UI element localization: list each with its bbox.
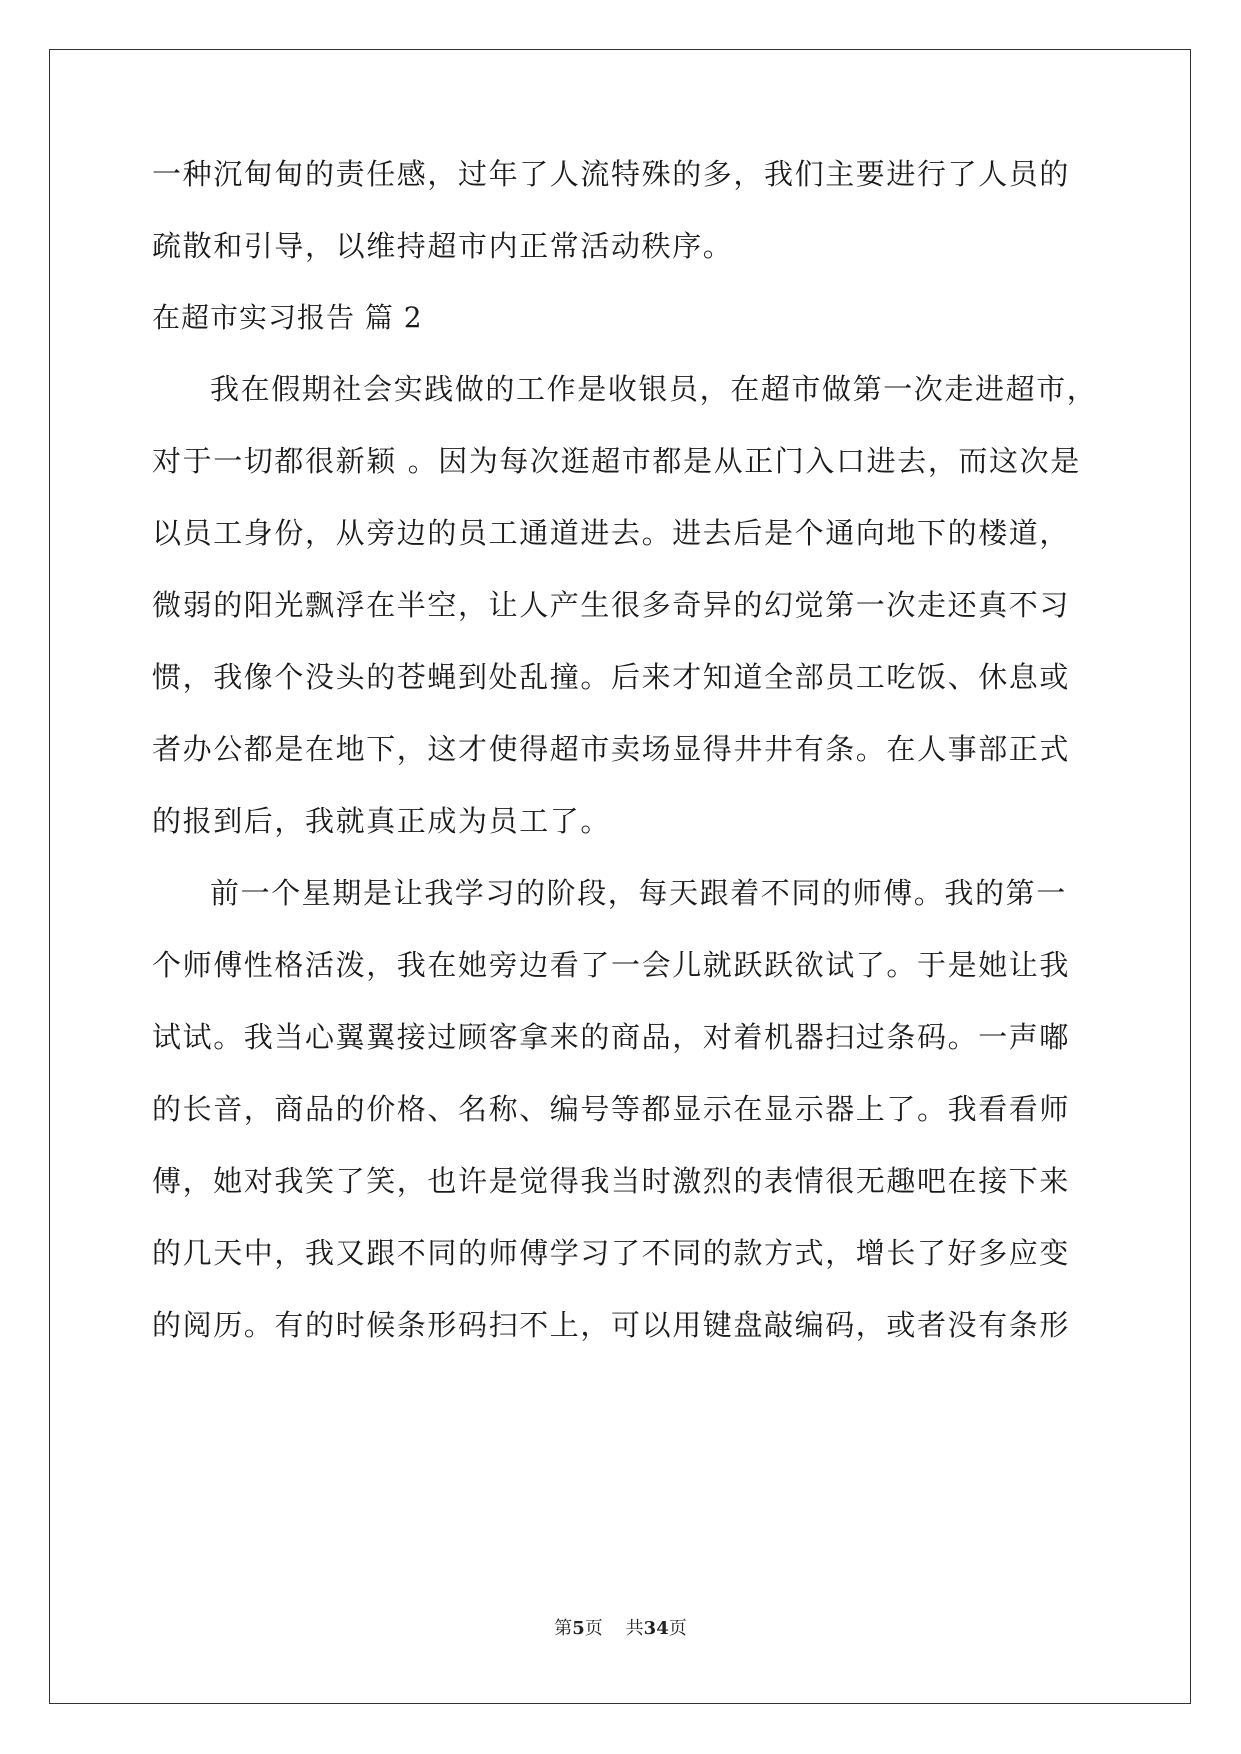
total-pages: 34 — [643, 1618, 669, 1639]
text-line: 惯，我像个没头的苍蝇到处乱撞。后来才知道全部员工吃饭、休息或 — [152, 660, 1071, 694]
text-line: 试试。我当心翼翼接过顾客拿来的商品，对着机器扫过条码。一声嘟 — [152, 1020, 1071, 1054]
text-line: 对于一切都很新颖 。因为每次逛超市都是从正门入口进去，而这次是 — [152, 444, 1081, 478]
text-line: 傅，她对我笑了笑，也许是觉得我当时激烈的表情很无趣吧在接下来 — [152, 1164, 1071, 1198]
text-line: 个师傅性格活泼，我在她旁边看了一会儿就跃跃欲试了。于是她让我 — [152, 948, 1071, 982]
paragraph-first-line: 我在假期社会实践做的工作是收银员，在超市做第一次走进超市， — [210, 372, 1098, 406]
text-line: 者办公都是在地下，这才使得超市卖场显得井井有条。在人事部正式 — [152, 732, 1071, 766]
text-line: 的阅历。有的时候条形码扫不上，可以用键盘敲编码，或者没有条形 — [152, 1308, 1071, 1342]
paragraph-first-line: 前一个星期是让我学习的阶段，每天跟着不同的师傅。我的第一 — [210, 876, 1067, 910]
page-footer — [0, 1618, 1241, 1640]
page-number: 5 — [572, 1618, 585, 1639]
text-line: 一种沉甸甸的责任感，过年了人流特殊的多，我们主要进行了人员的 — [152, 157, 1071, 191]
footer-prefix: 第 — [554, 1618, 573, 1639]
text-line: 微弱的阳光飘浮在半空，让人产生很多奇异的幻觉第一次走还真不习 — [152, 588, 1071, 622]
text-line: 的长音，商品的价格、名称、编号等都显示在显示器上了。我看看师 — [152, 1092, 1071, 1126]
text-line: 的几天中，我又跟不同的师傅学习了不同的款方式，增长了好多应变 — [152, 1236, 1071, 1270]
section-heading: 在超市实习报告 篇 2 — [152, 301, 423, 334]
footer-page-suffix: 页 — [584, 1618, 603, 1639]
text-line: 疏散和引导，以维持超市内正常活动秩序。 — [152, 229, 734, 263]
text-line: 的报到后，我就真正成为员工了。 — [152, 804, 612, 838]
text-line: 以员工身份，从旁边的员工通道进去。进去后是个通向地下的楼道， — [152, 516, 1071, 550]
footer-total-prefix: 共 — [625, 1618, 644, 1639]
footer-total-suffix: 页 — [668, 1618, 687, 1639]
